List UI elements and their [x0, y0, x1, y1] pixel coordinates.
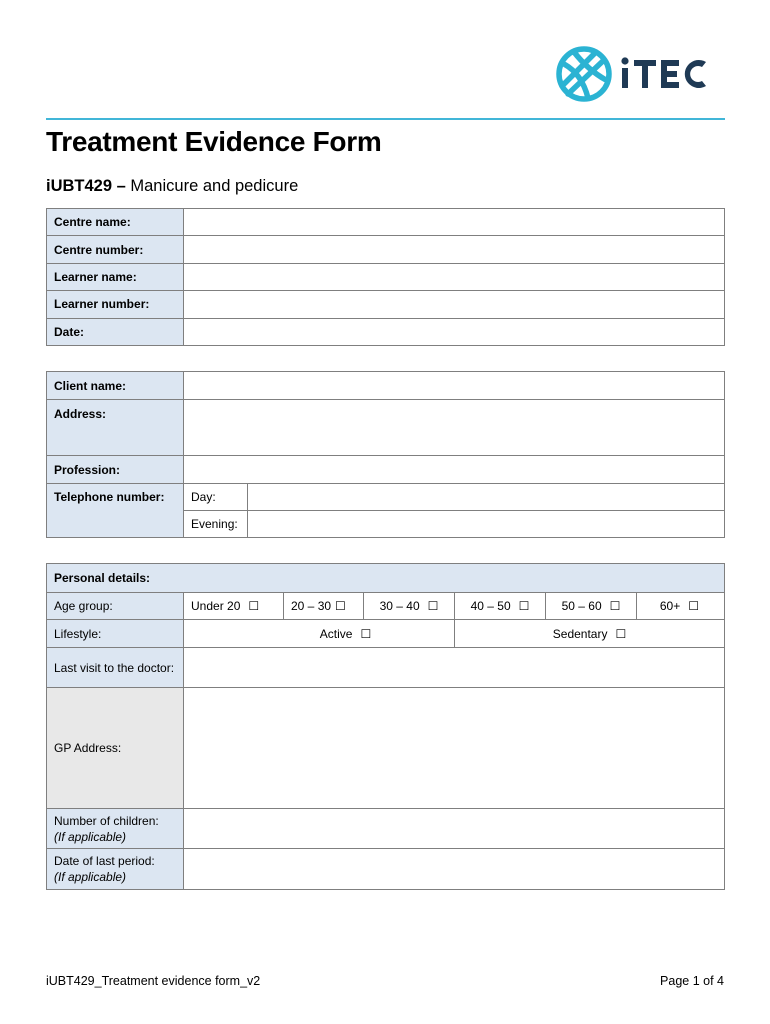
table-row: [47, 620, 725, 648]
children-label: [47, 809, 184, 849]
last-visit-field[interactable]: [184, 648, 725, 688]
unit-subtitle: [46, 177, 298, 196]
centre-name-label: Centre name:: [47, 209, 184, 236]
checkbox-icon[interactable]: ☐: [335, 599, 346, 613]
table-row: [47, 593, 725, 620]
checkbox-icon[interactable]: ☐: [609, 599, 621, 613]
age-option-label: 20 – 30: [291, 599, 332, 613]
lifestyle-option-label: Sedentary: [552, 626, 608, 641]
table-row: [47, 564, 725, 593]
unit-code: iUBT429: [46, 177, 113, 195]
gp-address-label: GP Address:: [47, 688, 184, 809]
age-option-label: 30 – 40: [379, 599, 420, 613]
table-row: [47, 809, 725, 849]
lifestyle-option-label: Active: [319, 626, 353, 641]
children-label-text: Number of children:: [54, 813, 159, 828]
itec-logo: [548, 40, 728, 112]
evening-phone-field[interactable]: [248, 511, 725, 538]
age-option-label: Under 20: [191, 599, 241, 613]
table-row: [47, 400, 725, 456]
checkbox-icon[interactable]: ☐: [615, 626, 627, 641]
client-name-field[interactable]: [184, 372, 725, 400]
age-40-50-option[interactable]: [455, 593, 546, 620]
centre-name-field[interactable]: [184, 209, 725, 236]
last-period-label-text: Date of last period:: [54, 854, 155, 868]
age-option-label: 50 – 60: [561, 599, 602, 613]
centre-number-field[interactable]: [184, 236, 725, 263]
footer-page-number: Page 1 of 4: [660, 974, 724, 988]
table-row: [47, 209, 725, 236]
last-visit-label: Last visit to the doctor:: [47, 648, 184, 688]
profession-label: Profession:: [47, 456, 184, 484]
client-details-table: [46, 371, 725, 538]
age-option-label: 40 – 50: [470, 599, 511, 613]
learner-number-label: Learner number:: [47, 291, 184, 318]
table-row: [47, 456, 725, 484]
age-60-plus-option[interactable]: [637, 593, 725, 620]
subtitle-dash: –: [112, 177, 131, 195]
client-name-label: Client name:: [47, 372, 184, 400]
date-field[interactable]: [184, 318, 725, 345]
table-row: [47, 484, 725, 511]
age-group-label: Age group:: [47, 593, 184, 620]
learner-name-field[interactable]: [184, 263, 725, 290]
address-label: Address:: [47, 400, 184, 456]
lifestyle-label: Lifestyle:: [47, 620, 184, 648]
footer-doc-name: iUBT429_Treatment evidence form_v2: [46, 974, 261, 988]
age-option-label: 60+: [659, 599, 681, 613]
last-period-field[interactable]: [184, 849, 725, 890]
last-period-label: [47, 849, 184, 890]
age-20-30-option[interactable]: [284, 593, 364, 620]
checkbox-icon[interactable]: ☐: [248, 599, 260, 613]
checkbox-icon[interactable]: ☐: [688, 599, 699, 613]
checkbox-icon[interactable]: ☐: [427, 599, 439, 613]
lifestyle-sedentary-option[interactable]: [455, 620, 725, 648]
centre-number-label: Centre number:: [47, 236, 184, 263]
table-row: [47, 849, 725, 890]
learner-number-field[interactable]: [184, 291, 725, 318]
table-row: [47, 688, 725, 809]
age-under-20-option[interactable]: [184, 593, 284, 620]
profession-field[interactable]: [184, 456, 725, 484]
header-rule: [46, 118, 725, 120]
globe-icon: [548, 40, 728, 112]
unit-name: Manicure and pedicure: [130, 177, 299, 195]
address-field[interactable]: [184, 400, 725, 456]
checkbox-icon[interactable]: ☐: [360, 626, 372, 641]
table-row: [47, 291, 725, 318]
lifestyle-active-option[interactable]: [184, 620, 455, 648]
checkbox-icon[interactable]: ☐: [518, 599, 530, 613]
personal-details-heading: Personal details:: [47, 564, 725, 593]
table-row: [47, 372, 725, 400]
table-row: [47, 263, 725, 290]
children-note: (If applicable): [54, 829, 127, 844]
last-period-note: (If applicable): [54, 870, 127, 884]
page-title: Treatment Evidence Form: [46, 126, 382, 157]
evening-label: Evening:: [184, 511, 248, 538]
table-row: [47, 318, 725, 345]
centre-details-table: [46, 208, 725, 346]
date-label: Date:: [47, 318, 184, 345]
children-field[interactable]: [184, 809, 725, 849]
learner-name-label: Learner name:: [47, 263, 184, 290]
age-30-40-option[interactable]: [364, 593, 455, 620]
age-50-60-option[interactable]: [546, 593, 637, 620]
table-row: [47, 236, 725, 263]
day-label: Day:: [184, 484, 248, 511]
personal-details-table: [46, 563, 725, 890]
telephone-label: Telephone number:: [47, 484, 184, 538]
gp-address-field[interactable]: [184, 688, 725, 809]
day-phone-field[interactable]: [248, 484, 725, 511]
table-row: [47, 648, 725, 688]
